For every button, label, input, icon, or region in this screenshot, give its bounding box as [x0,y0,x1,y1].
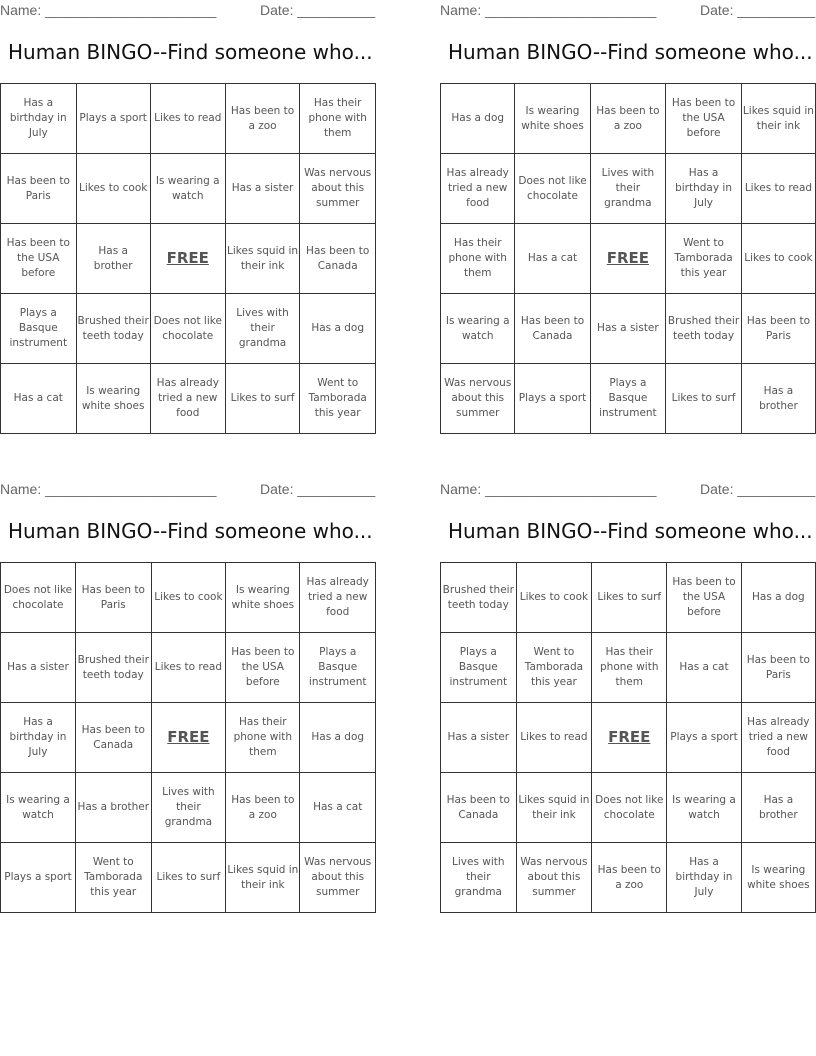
bingo-square[interactable]: Lives with their grandma [151,773,226,843]
bingo-square[interactable]: Plays a Basque instrument [1,294,77,364]
bingo-square[interactable]: Plays a sport [1,843,76,913]
bingo-square[interactable]: Is wearing a watch [150,154,225,224]
bingo-square[interactable]: Has their phone with them [441,224,515,294]
bingo-square[interactable]: Has a dog [300,703,376,773]
bingo-grid [0,83,376,434]
bingo-square[interactable]: Has a brother [76,224,150,294]
bingo-square[interactable]: Went to Tamborada this year [516,633,592,703]
card-title: Human BINGO--Find someone who... [448,519,813,543]
bingo-row [1,773,376,843]
bingo-square[interactable]: Has their phone with them [226,703,300,773]
bingo-row [441,563,816,633]
bingo-square[interactable]: Has a brother [741,364,815,434]
bingo-square[interactable]: Has been to Canada [441,773,517,843]
bingo-square[interactable]: Does not like chocolate [592,773,667,843]
bingo-grid [440,83,816,434]
bingo-square[interactable]: Was nervous about this summer [441,364,515,434]
bingo-row [441,154,816,224]
name-date-line [440,479,816,501]
bingo-square[interactable]: Brushed their teeth today [76,294,150,364]
bingo-square[interactable]: Has a sister [1,633,76,703]
bingo-row [1,843,376,913]
date-field[interactable]: Date: __________ [260,481,376,497]
bingo-square[interactable]: Plays a Basque instrument [300,633,376,703]
bingo-row [1,703,376,773]
bingo-square[interactable]: Has been to a zoo [225,84,300,154]
bingo-square[interactable]: Has a sister [441,703,517,773]
bingo-square[interactable]: Likes squid in their ink [226,843,300,913]
bingo-square[interactable]: Likes to cook [741,224,815,294]
name-field[interactable]: Name: ______________________ [440,2,657,18]
bingo-square[interactable]: Is wearing white shoes [515,84,590,154]
bingo-square[interactable]: Has been to the USA before [1,224,77,294]
bingo-square[interactable]: Does not like chocolate [1,563,76,633]
bingo-square[interactable]: Likes squid in their ink [516,773,592,843]
bingo-square[interactable]: Likes to read [151,633,226,703]
bingo-square[interactable]: Has been to a zoo [590,84,666,154]
free-square[interactable]: FREE [151,703,226,773]
bingo-square[interactable]: Has been to Paris [741,633,815,703]
bingo-square[interactable]: Has a cat [300,773,376,843]
bingo-square[interactable]: Has a dog [441,84,515,154]
bingo-row [1,633,376,703]
bingo-square[interactable]: Likes squid in their ink [225,224,300,294]
bingo-square[interactable]: Was nervous about this summer [516,843,592,913]
bingo-card [0,0,376,440]
bingo-square[interactable]: Likes to surf [666,364,742,434]
bingo-square[interactable]: Brushed their teeth today [666,294,742,364]
bingo-square[interactable]: Plays a sport [76,84,150,154]
bingo-row [1,224,376,294]
card-title: Human BINGO--Find someone who... [448,40,813,64]
bingo-square[interactable]: Has a sister [225,154,300,224]
bingo-square[interactable]: Likes to read [741,154,815,224]
bingo-square[interactable]: Likes to surf [151,843,226,913]
bingo-square[interactable]: Is wearing a watch [441,294,515,364]
bingo-square[interactable]: Lives with their grandma [590,154,666,224]
bingo-square[interactable]: Has been to a zoo [226,773,300,843]
bingo-square[interactable]: Plays a Basque instrument [590,364,666,434]
bingo-row [441,224,816,294]
name-date-line [440,0,816,22]
bingo-square[interactable]: Has a birthday in July [666,154,742,224]
bingo-square[interactable]: Does not like chocolate [150,294,225,364]
bingo-square[interactable]: Lives with their grandma [225,294,300,364]
bingo-row [441,773,816,843]
bingo-square[interactable]: Has been to a zoo [592,843,667,913]
bingo-square[interactable]: Was nervous about this summer [300,154,376,224]
bingo-square[interactable]: Likes to read [516,703,592,773]
bingo-grid [0,562,376,913]
bingo-row [1,84,376,154]
date-field[interactable]: Date: __________ [700,2,816,18]
bingo-square[interactable]: Has a dog [741,563,815,633]
bingo-row [441,364,816,434]
bingo-square[interactable]: Went to Tamborada this year [300,364,376,434]
bingo-square[interactable]: Plays a Basque instrument [441,633,517,703]
bingo-square[interactable]: Is wearing a watch [667,773,741,843]
bingo-square[interactable]: Does not like chocolate [515,154,590,224]
bingo-square[interactable]: Is wearing white shoes [76,364,150,434]
bingo-row [1,563,376,633]
bingo-square[interactable]: Went to Tamborada this year [75,843,151,913]
bingo-row [441,84,816,154]
bingo-square[interactable]: Plays a sport [515,364,590,434]
bingo-row [441,294,816,364]
bingo-square[interactable]: Brushed their teeth today [75,633,151,703]
bingo-square[interactable]: Has a brother [75,773,151,843]
bingo-square[interactable]: Has already tried a new food [741,703,815,773]
bingo-row [441,843,816,913]
bingo-square[interactable]: Has been to Paris [1,154,77,224]
bingo-square[interactable]: Has a birthday in July [1,703,76,773]
bingo-square[interactable]: Has been to Canada [515,294,590,364]
date-field[interactable]: Date: __________ [700,481,816,497]
bingo-card [440,0,816,440]
bingo-square[interactable]: Has a birthday in July [667,843,741,913]
bingo-square[interactable]: Likes to cook [516,563,592,633]
bingo-square[interactable]: Is wearing a watch [1,773,76,843]
date-field[interactable]: Date: __________ [260,2,376,18]
bingo-square[interactable]: Has a brother [741,773,815,843]
bingo-square[interactable]: Likes to cook [151,563,226,633]
name-date-line [0,479,376,501]
bingo-square[interactable]: Has been to the USA before [666,84,742,154]
bingo-row [1,154,376,224]
bingo-square[interactable]: Has already tried a new food [150,364,225,434]
bingo-row [441,703,816,773]
bingo-square[interactable]: Went to Tamborada this year [666,224,742,294]
bingo-square[interactable]: Has been to the USA before [667,563,741,633]
bingo-square[interactable]: Likes to read [150,84,225,154]
bingo-square[interactable]: Has a birthday in July [1,84,77,154]
card-title: Human BINGO--Find someone who... [8,40,373,64]
bingo-card [0,479,376,919]
bingo-row [1,364,376,434]
bingo-card [440,479,816,919]
bingo-square[interactable]: Has a sister [590,294,666,364]
bingo-square[interactable]: Has been to Canada [75,703,151,773]
bingo-square[interactable]: Brushed their teeth today [441,563,517,633]
bingo-square[interactable]: Has their phone with them [300,84,376,154]
bingo-square[interactable]: Has a cat [667,633,741,703]
bingo-square[interactable]: Has been to Paris [75,563,151,633]
bingo-square[interactable]: Is wearing white shoes [226,563,300,633]
bingo-square[interactable]: Has been to Canada [300,224,376,294]
bingo-square[interactable]: Has their phone with them [592,633,667,703]
name-field[interactable]: Name: ______________________ [440,481,657,497]
free-square[interactable]: FREE [592,703,667,773]
bingo-grid [440,562,816,913]
name-field[interactable]: Name: ______________________ [0,2,217,18]
bingo-square[interactable]: Has been to the USA before [226,633,300,703]
bingo-square[interactable]: Likes to cook [76,154,150,224]
bingo-square[interactable]: Has a dog [300,294,376,364]
bingo-square[interactable]: Has been to Paris [741,294,815,364]
card-title: Human BINGO--Find someone who... [8,519,373,543]
free-square[interactable]: FREE [150,224,225,294]
bingo-row [441,633,816,703]
bingo-square[interactable]: Lives with their grandma [441,843,517,913]
bingo-square[interactable]: Was nervous about this summer [300,843,376,913]
bingo-row [1,294,376,364]
bingo-square[interactable]: Is wearing white shoes [741,843,815,913]
free-square[interactable]: FREE [590,224,666,294]
name-field[interactable]: Name: ______________________ [0,481,217,497]
bingo-square[interactable]: Has already tried a new food [300,563,376,633]
bingo-square[interactable]: Likes to surf [592,563,667,633]
name-date-line [0,0,376,22]
bingo-square[interactable]: Likes to surf [225,364,300,434]
bingo-square[interactable]: Plays a sport [667,703,741,773]
bingo-square[interactable]: Has already tried a new food [441,154,515,224]
bingo-square[interactable]: Has a cat [515,224,590,294]
bingo-square[interactable]: Has a cat [1,364,77,434]
bingo-square[interactable]: Likes squid in their ink [741,84,815,154]
